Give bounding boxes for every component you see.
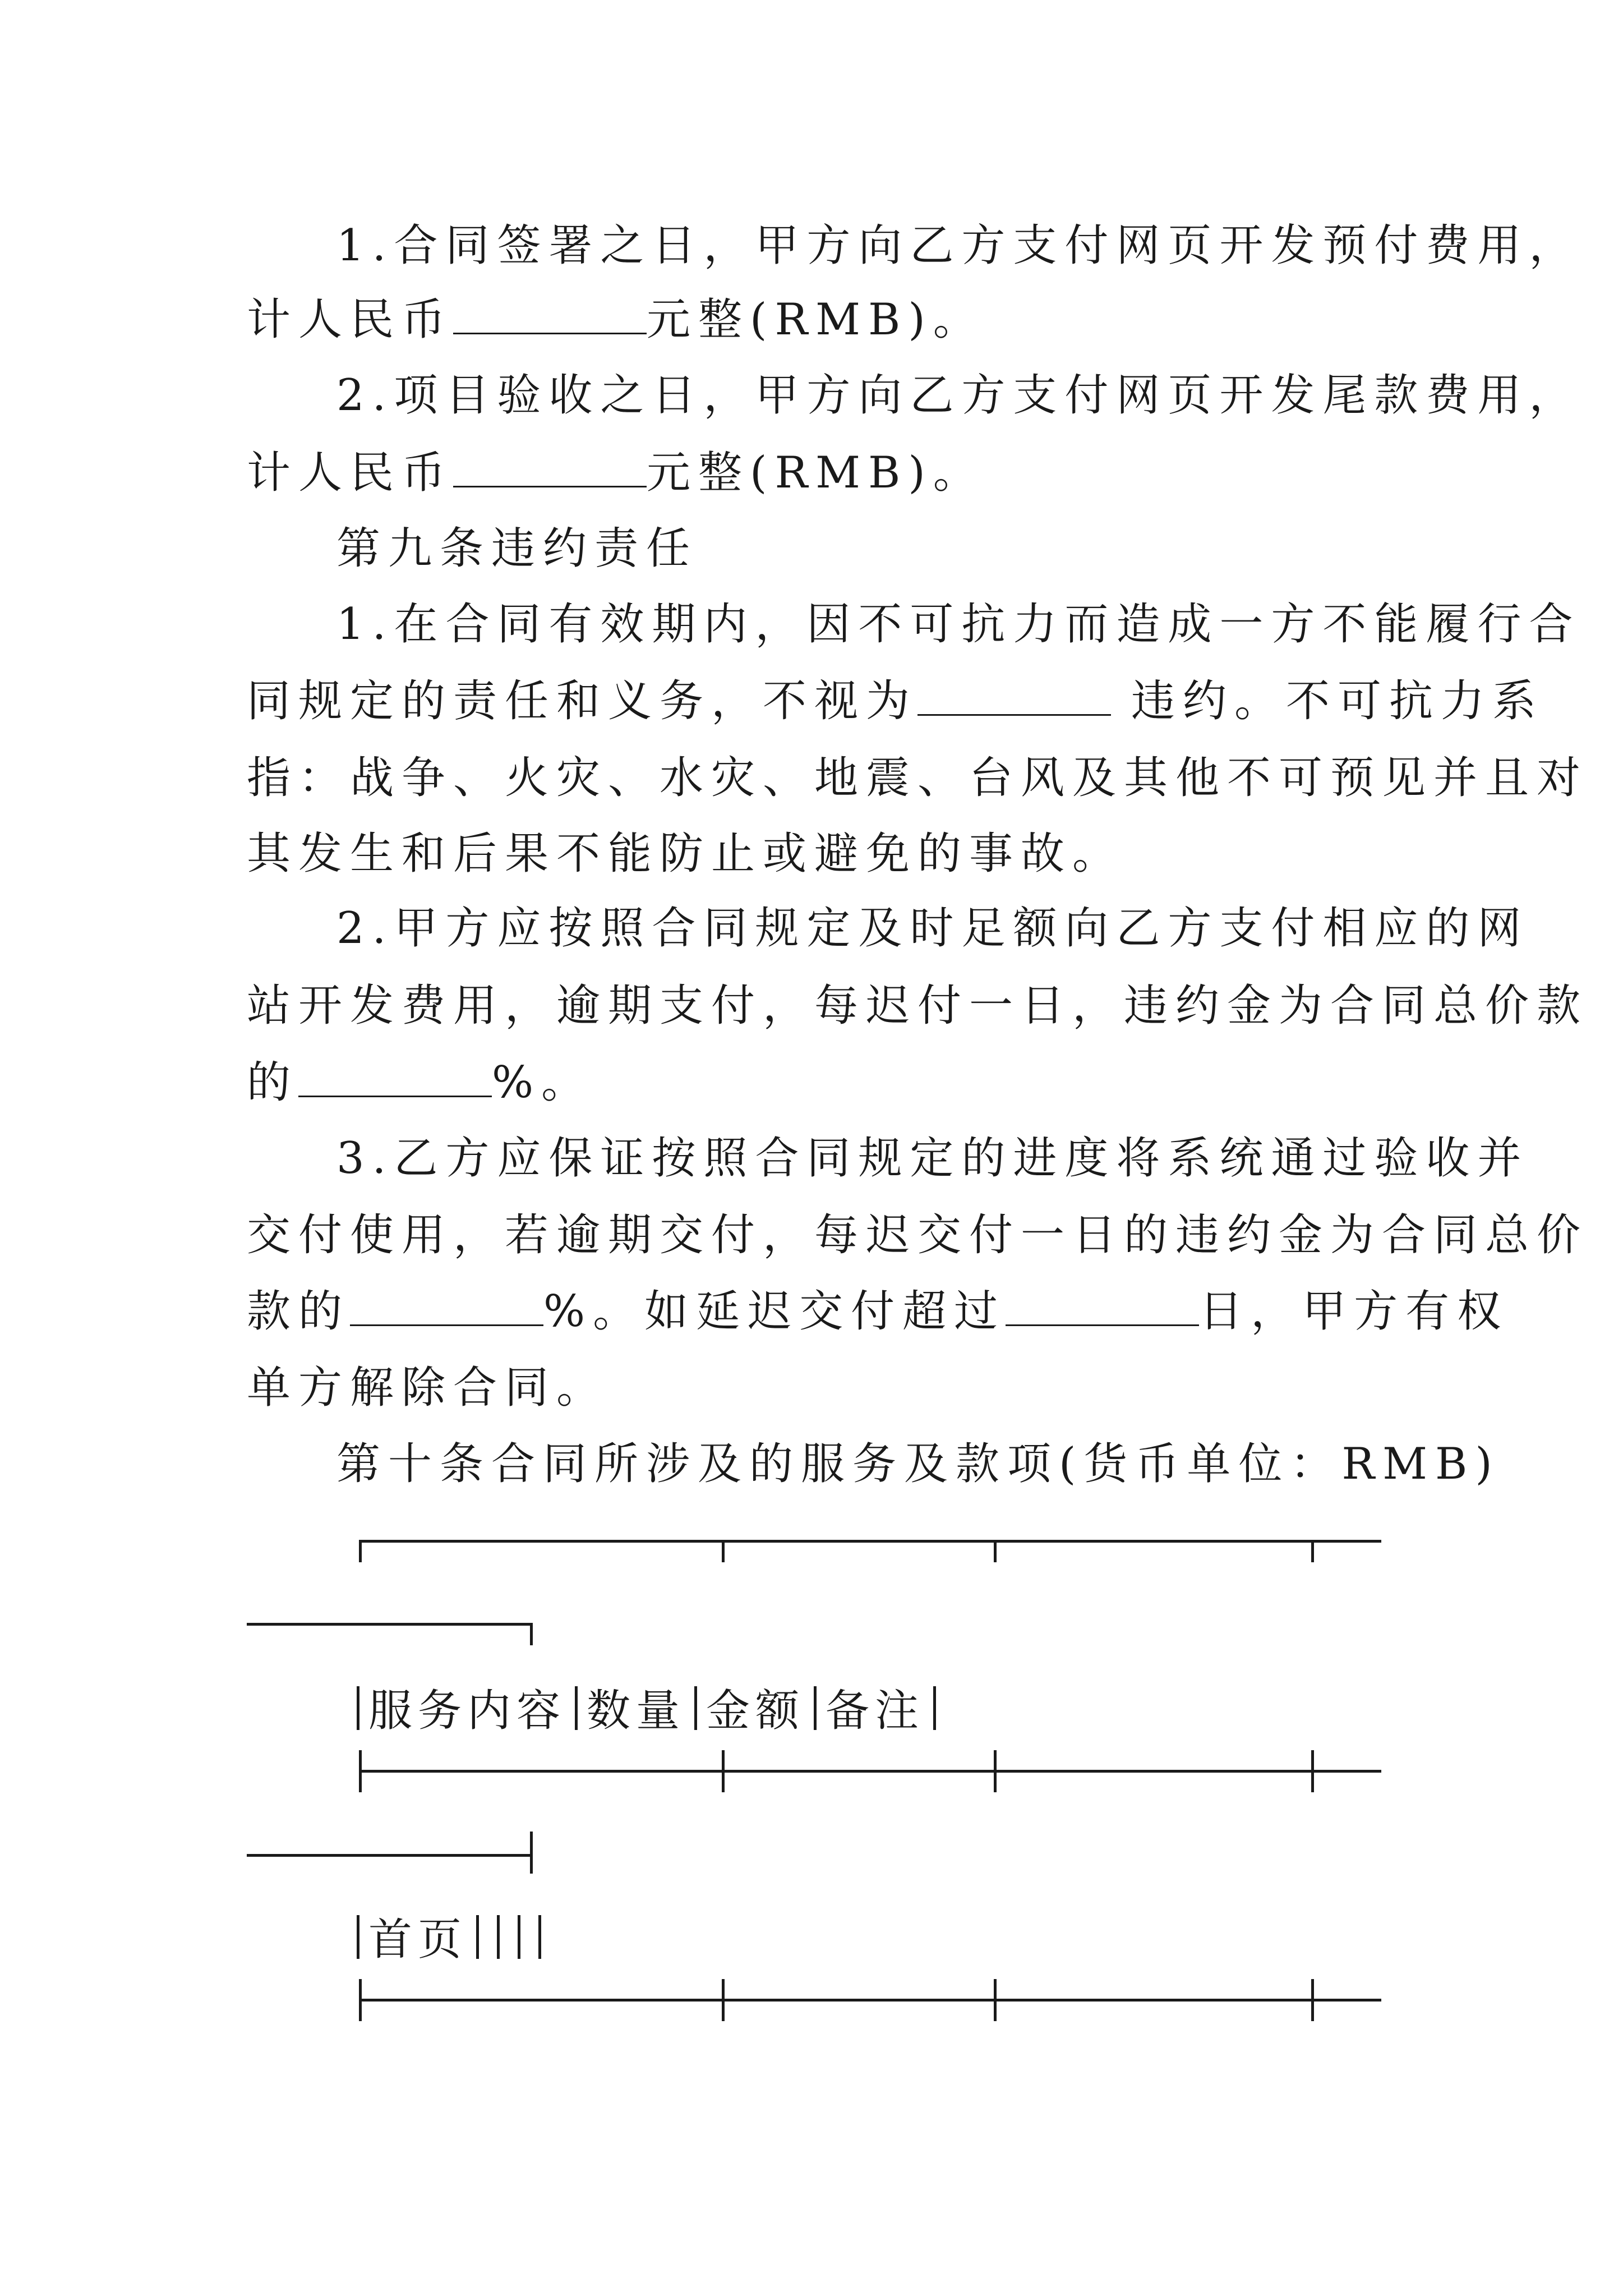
para-2-text-a: 计人民币 [247, 448, 454, 498]
header-service: 服务内容 [368, 1686, 566, 1736]
article-9-title: 第九条违约责任 [336, 523, 698, 574]
art9-item3-text-a: 款的 [247, 1286, 351, 1337]
party-blank[interactable] [917, 674, 1111, 716]
para-2-text-b: 元整(RMB)。 [647, 448, 985, 498]
penalty-rate-blank-2[interactable] [350, 1284, 543, 1326]
penalty-rate-blank-1[interactable] [298, 1055, 492, 1097]
para-1-line-2 [247, 292, 985, 348]
amount-blank-2[interactable] [453, 445, 647, 487]
art9-item3-text-c: 日，甲方有权 [1199, 1286, 1509, 1337]
table-header-row [348, 1683, 945, 1739]
art9-item1-text-b: 违约。不可抗力系 [1131, 676, 1544, 726]
delay-days-blank[interactable] [1006, 1284, 1199, 1326]
row-service-cell: 首页 [368, 1915, 468, 1965]
art9-item3-line-3 [247, 1283, 1509, 1340]
para-1-text-b: 元整(RMB)。 [647, 295, 985, 345]
art9-item2-text-a: 的 [247, 1057, 299, 1108]
art9-item1-line-1: 1.在合同有效期内，因不可抗力而造成一方不能履行合 [336, 599, 1581, 650]
header-amount: 金额 [706, 1686, 805, 1736]
article-10-title: 第十条合同所涉及的服务及款项(货币单位：RMB) [336, 1439, 1500, 1489]
header-quantity: 数量 [587, 1686, 686, 1736]
table-row [348, 1912, 550, 1968]
art9-item2-line-2: 站开发费用，逾期支付，每迟付一日，违约金为合同总价款 [247, 981, 1589, 1031]
para-1-text-a: 计人民币 [247, 295, 454, 345]
art9-item3-line-4: 单方解除合同。 [247, 1363, 608, 1413]
art9-item3-line-2: 交付使用，若逾期交付，每迟交付一日的违约金为合同总价 [247, 1210, 1589, 1260]
art9-item1-line-4: 其发生和后果不能防止或避免的事故。 [247, 829, 1124, 879]
art9-item2-line-3 [247, 1055, 593, 1111]
para-2-line-1: 2.项目验收之日，甲方向乙方支付网页开发尾款费用， [336, 370, 1581, 421]
header-remark: 备注 [826, 1686, 925, 1736]
art9-item1-text-a: 同规定的责任和义务，不视为 [247, 676, 918, 726]
art9-item3-line-1: 3.乙方应保证按照合同规定的进度将系统通过验收并 [336, 1133, 1529, 1184]
art9-item2-line-1: 2.甲方应按照合同规定及时足额向乙方支付相应的网 [336, 903, 1529, 954]
art9-item3-text-b: %。如延迟交付超过 [543, 1286, 1006, 1337]
para-2-line-2 [247, 445, 985, 501]
art9-item1-line-3: 指：战争、火灾、水灾、地震、台风及其他不可预见并且对 [247, 753, 1589, 803]
art9-item1-line-2 [247, 673, 1544, 729]
amount-blank-1[interactable] [453, 292, 647, 334]
art9-item2-text-b: %。 [492, 1057, 593, 1108]
para-1-line-1: 1.合同签署之日，甲方向乙方支付网页开发预付费用， [336, 220, 1581, 271]
